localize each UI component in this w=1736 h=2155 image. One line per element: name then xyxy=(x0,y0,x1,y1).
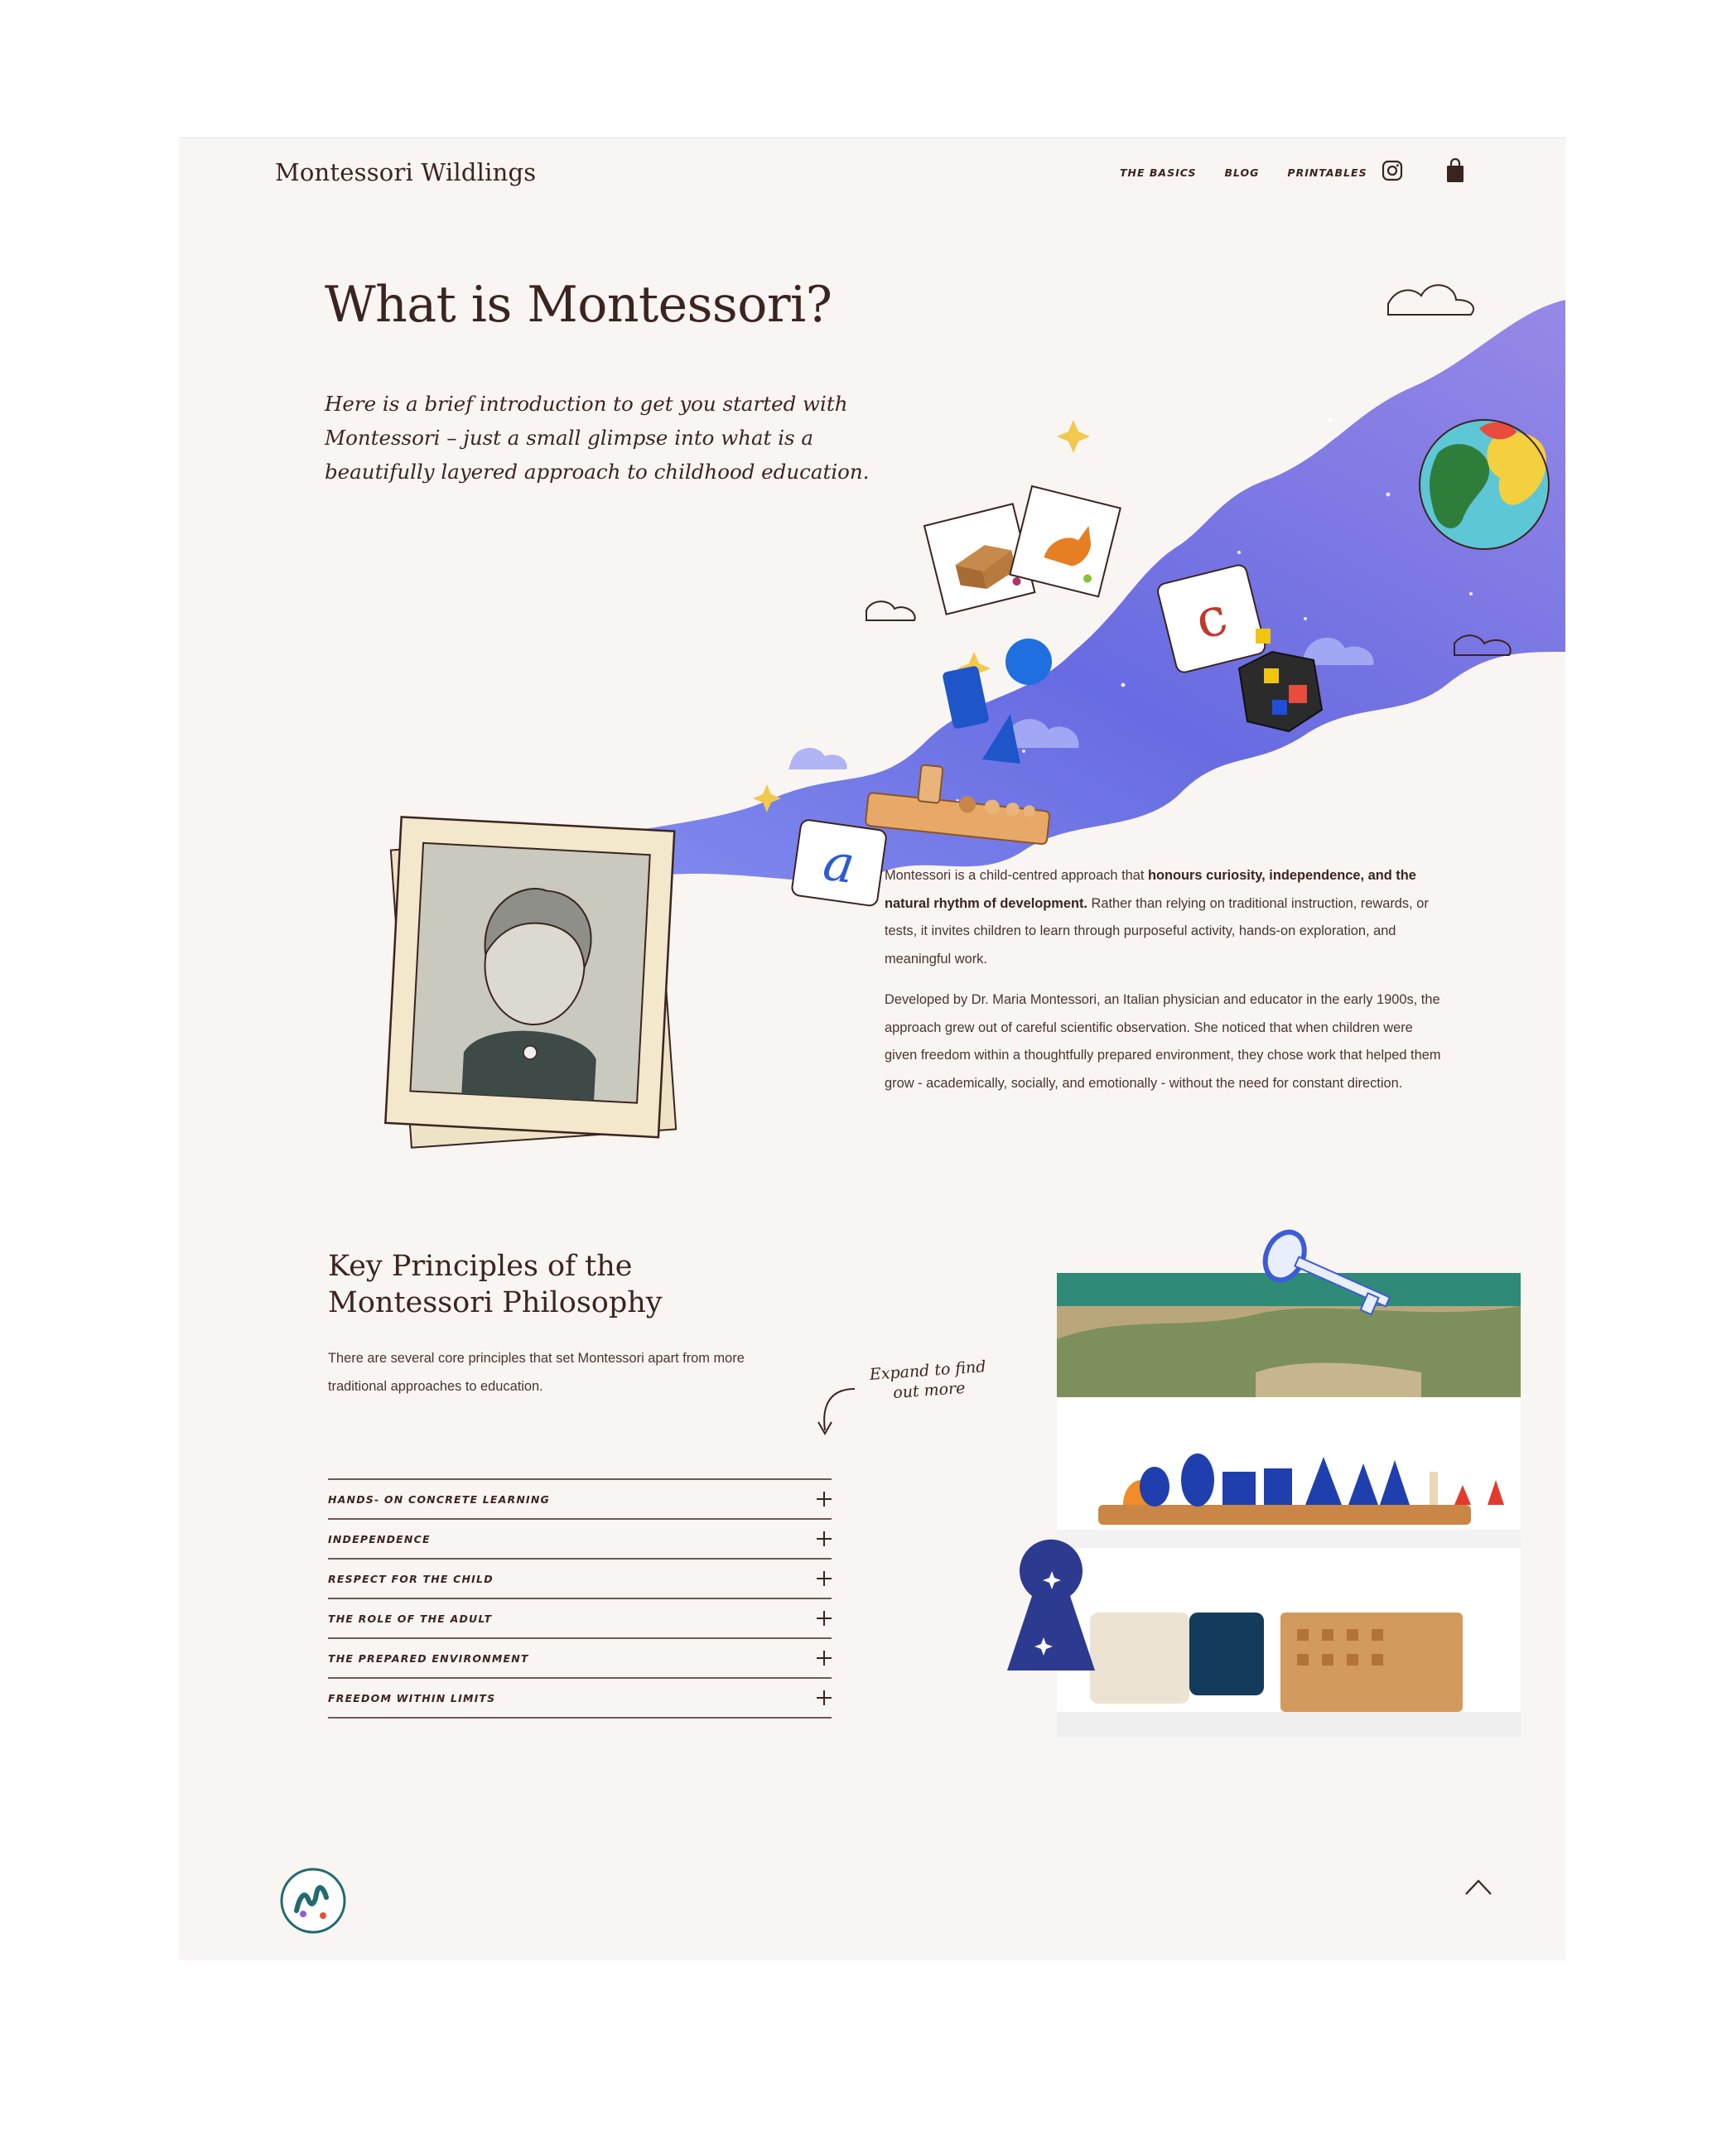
shopping-bag-icon[interactable] xyxy=(1445,158,1465,183)
nav-blog[interactable]: BLOG xyxy=(1224,166,1260,179)
accordion-label: THE ROLE OF THE ADULT xyxy=(328,1612,493,1625)
accordion-label: RESPECT FOR THE CHILD xyxy=(328,1572,494,1585)
nav-printables[interactable]: PRINTABLES xyxy=(1287,166,1367,179)
expand-hint xyxy=(849,1355,1009,1405)
principles-accordion xyxy=(328,1478,832,1719)
about-p1-text: Montessori is a child-centred approach that xyxy=(885,868,1148,883)
card-letter-a: a xyxy=(819,831,859,896)
plus-icon[interactable] xyxy=(817,1531,832,1546)
about-p1-text-after: Rather than relying on traditional instruction, rewards, or tests, it invites children to learn through purposeful activity, hands-on exploration, and meaningful work. xyxy=(885,895,1429,967)
accordion-item-respect[interactable] xyxy=(328,1560,832,1599)
nav-the-basics[interactable]: THE BASICS xyxy=(1120,166,1197,179)
plus-icon[interactable] xyxy=(817,1611,832,1626)
globe-icon xyxy=(1420,420,1549,549)
accordion-label: THE PREPARED ENVIRONMENT xyxy=(328,1651,529,1665)
accordion-item-independence[interactable] xyxy=(328,1520,832,1560)
principles-title xyxy=(328,1248,759,1321)
about-paragraph-1 xyxy=(885,862,1448,973)
about-p1-highlight: honours curiosity, independence, and the natural rhythm of development. xyxy=(885,868,1416,911)
accordion-item-prepared-environment[interactable] xyxy=(328,1639,832,1679)
page-title: What is Montessori? xyxy=(325,276,832,334)
site-logo[interactable] xyxy=(278,1866,348,1936)
instagram-icon[interactable] xyxy=(1382,160,1403,181)
plus-icon[interactable] xyxy=(817,1571,832,1586)
plus-icon[interactable] xyxy=(817,1651,832,1666)
expand-hint-line-1: Expand to find xyxy=(869,1357,987,1384)
principles-title-line-2: Montessori Philosophy xyxy=(328,1286,663,1319)
about-text xyxy=(885,862,1448,1111)
accordion-item-role-of-adult[interactable] xyxy=(328,1599,832,1639)
card-letter-c: c xyxy=(1189,585,1234,653)
plus-icon[interactable] xyxy=(817,1492,832,1507)
principles-description: There are several core principles that set Montessori apart from more traditional approaches to education. xyxy=(328,1351,745,1394)
plus-icon[interactable] xyxy=(817,1690,832,1705)
accordion-label: FREEDOM WITHIN LIMITS xyxy=(328,1691,496,1704)
expand-hint-line-2: out more xyxy=(892,1378,967,1402)
site-brand[interactable]: Montessori Wildlings xyxy=(275,158,537,186)
accordion-label: HANDS- ON CONCRETE LEARNING xyxy=(328,1492,551,1506)
montessori-shelf-photo xyxy=(1007,1223,1537,1737)
about-paragraph-2: Developed by Dr. Maria Montessori, an Italian physician and educator in the early 1900s, the approach grew out of careful scientific observation. She noticed that when children were given freedom within a thoughtfully prepared environment, they chose work that helped them grow - academically, socially, and emotionally - without the need for constant direction. xyxy=(885,992,1441,1091)
principles-title-line-1: Key Principles of the xyxy=(328,1250,633,1283)
main-nav xyxy=(1120,166,1367,179)
hero-intro: Here is a brief introduction to get you started with Montessori – just a small glimpse into what is a beautifully layered approach to childhood education. xyxy=(325,392,870,484)
accordion-label: INDEPENDENCE xyxy=(328,1532,431,1545)
back-to-top-icon[interactable] xyxy=(1464,1878,1492,1897)
curved-arrow-icon xyxy=(805,1381,871,1447)
page xyxy=(179,137,1565,1960)
accordion-item-hands-on[interactable] xyxy=(328,1480,832,1520)
maria-montessori-portrait xyxy=(368,808,699,1172)
accordion-item-freedom[interactable] xyxy=(328,1679,832,1719)
